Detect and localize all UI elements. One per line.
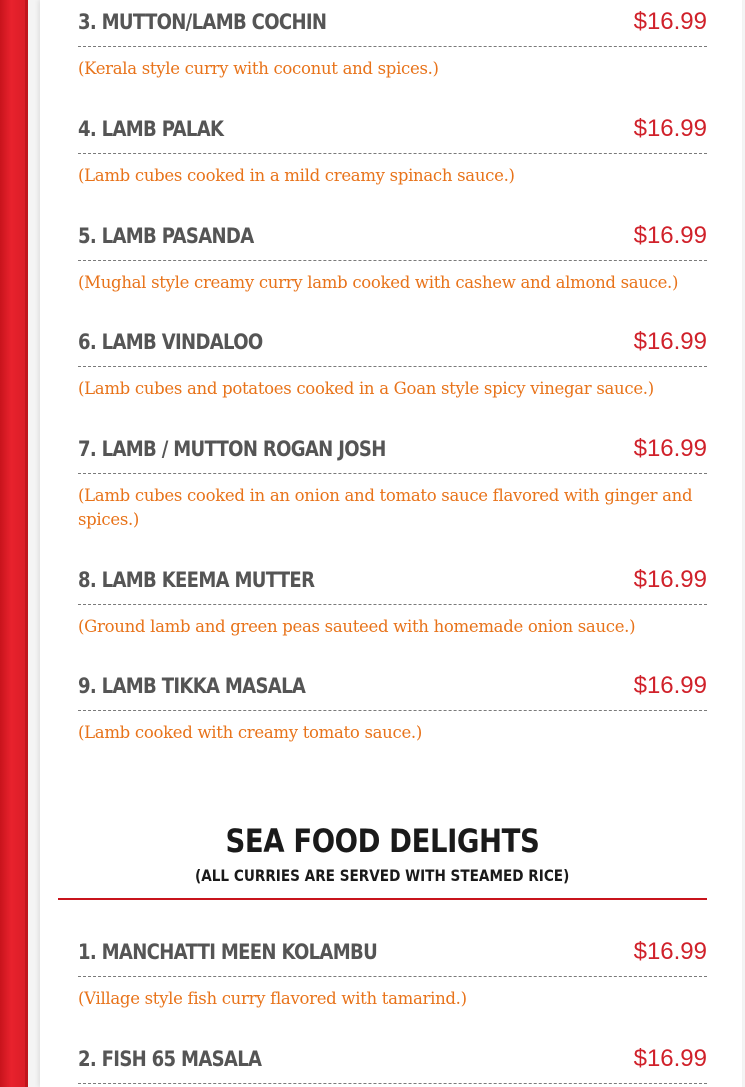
menu-item-price: $16.99 bbox=[633, 566, 707, 593]
menu-item bbox=[78, 556, 707, 639]
menu-item bbox=[78, 1035, 707, 1084]
menu-item-header bbox=[78, 0, 707, 47]
menu-item-name: 7. LAMB / MUTTON ROGAN JOSH bbox=[78, 437, 386, 461]
menu-item-price: $16.99 bbox=[633, 115, 707, 142]
menu-item-price: $16.99 bbox=[633, 672, 707, 699]
menu-item-name: 6. LAMB VINDALOO bbox=[78, 330, 263, 354]
menu-item-header bbox=[78, 556, 707, 605]
menu-item-price: $16.99 bbox=[633, 222, 707, 249]
menu-item bbox=[78, 425, 707, 532]
menu-item-name: 8. LAMB KEEMA MUTTER bbox=[78, 568, 315, 592]
menu-item-description: (Ground lamb and green peas sauteed with homemade onion sauce.) bbox=[78, 617, 636, 636]
section-subtitle bbox=[58, 866, 707, 885]
section-divider bbox=[58, 898, 707, 900]
menu-item-description: (Lamb cubes and potatoes cooked in a Goan style spicy vinegar sauce.) bbox=[78, 379, 654, 398]
red-side-border bbox=[0, 0, 28, 1087]
menu-item bbox=[78, 662, 707, 745]
menu-item-price: $16.99 bbox=[633, 1045, 707, 1072]
menu-item-name: 2. FISH 65 MASALA bbox=[78, 1047, 262, 1071]
menu-item-name: 4. LAMB PALAK bbox=[78, 117, 224, 141]
menu-item-description: (Lamb cooked with creamy tomato sauce.) bbox=[78, 723, 422, 742]
menu-item-description: (Mughal style creamy curry lamb cooked with cashew and almond sauce.) bbox=[78, 273, 679, 292]
menu-item bbox=[78, 928, 707, 1011]
menu-item-header bbox=[78, 425, 707, 474]
section-title-text: SEA FOOD DELIGHTS bbox=[225, 822, 540, 860]
menu-item-header bbox=[78, 662, 707, 711]
menu-item bbox=[78, 212, 707, 295]
menu-item-header bbox=[78, 928, 707, 977]
menu-item bbox=[78, 318, 707, 401]
menu-item-price: $16.99 bbox=[633, 938, 707, 965]
menu-item bbox=[78, 105, 707, 188]
menu-item-description: (Village style fish curry flavored with tamarind.) bbox=[78, 989, 467, 1008]
menu-item-name: 5. LAMB PASANDA bbox=[78, 224, 254, 248]
menu-item-header bbox=[78, 105, 707, 154]
menu-item-name: 1. MANCHATTI MEEN KOLAMBU bbox=[78, 940, 378, 964]
section-subtitle-text: (ALL CURRIES ARE SERVED WITH STEAMED RICE) bbox=[195, 866, 570, 885]
section-title bbox=[58, 822, 707, 860]
menu-item-header bbox=[78, 318, 707, 367]
menu-item-description: (Lamb cubes cooked in an onion and tomato sauce flavored with ginger and spices.) bbox=[78, 486, 693, 529]
menu-item bbox=[78, 0, 707, 81]
menu-item-description: (Lamb cubes cooked in a mild creamy spinach sauce.) bbox=[78, 166, 515, 185]
menu-item-price: $16.99 bbox=[633, 435, 707, 462]
menu-item-price: $16.99 bbox=[633, 328, 707, 355]
menu-item-name: 9. LAMB TIKKA MASALA bbox=[78, 674, 306, 698]
menu-item-name: 3. MUTTON/LAMB COCHIN bbox=[78, 10, 327, 34]
menu-item-header bbox=[78, 1035, 707, 1084]
menu-item-description: (Kerala style curry with coconut and spices.) bbox=[78, 59, 439, 78]
menu-item-header bbox=[78, 212, 707, 261]
menu-item-price: $16.99 bbox=[633, 8, 707, 35]
